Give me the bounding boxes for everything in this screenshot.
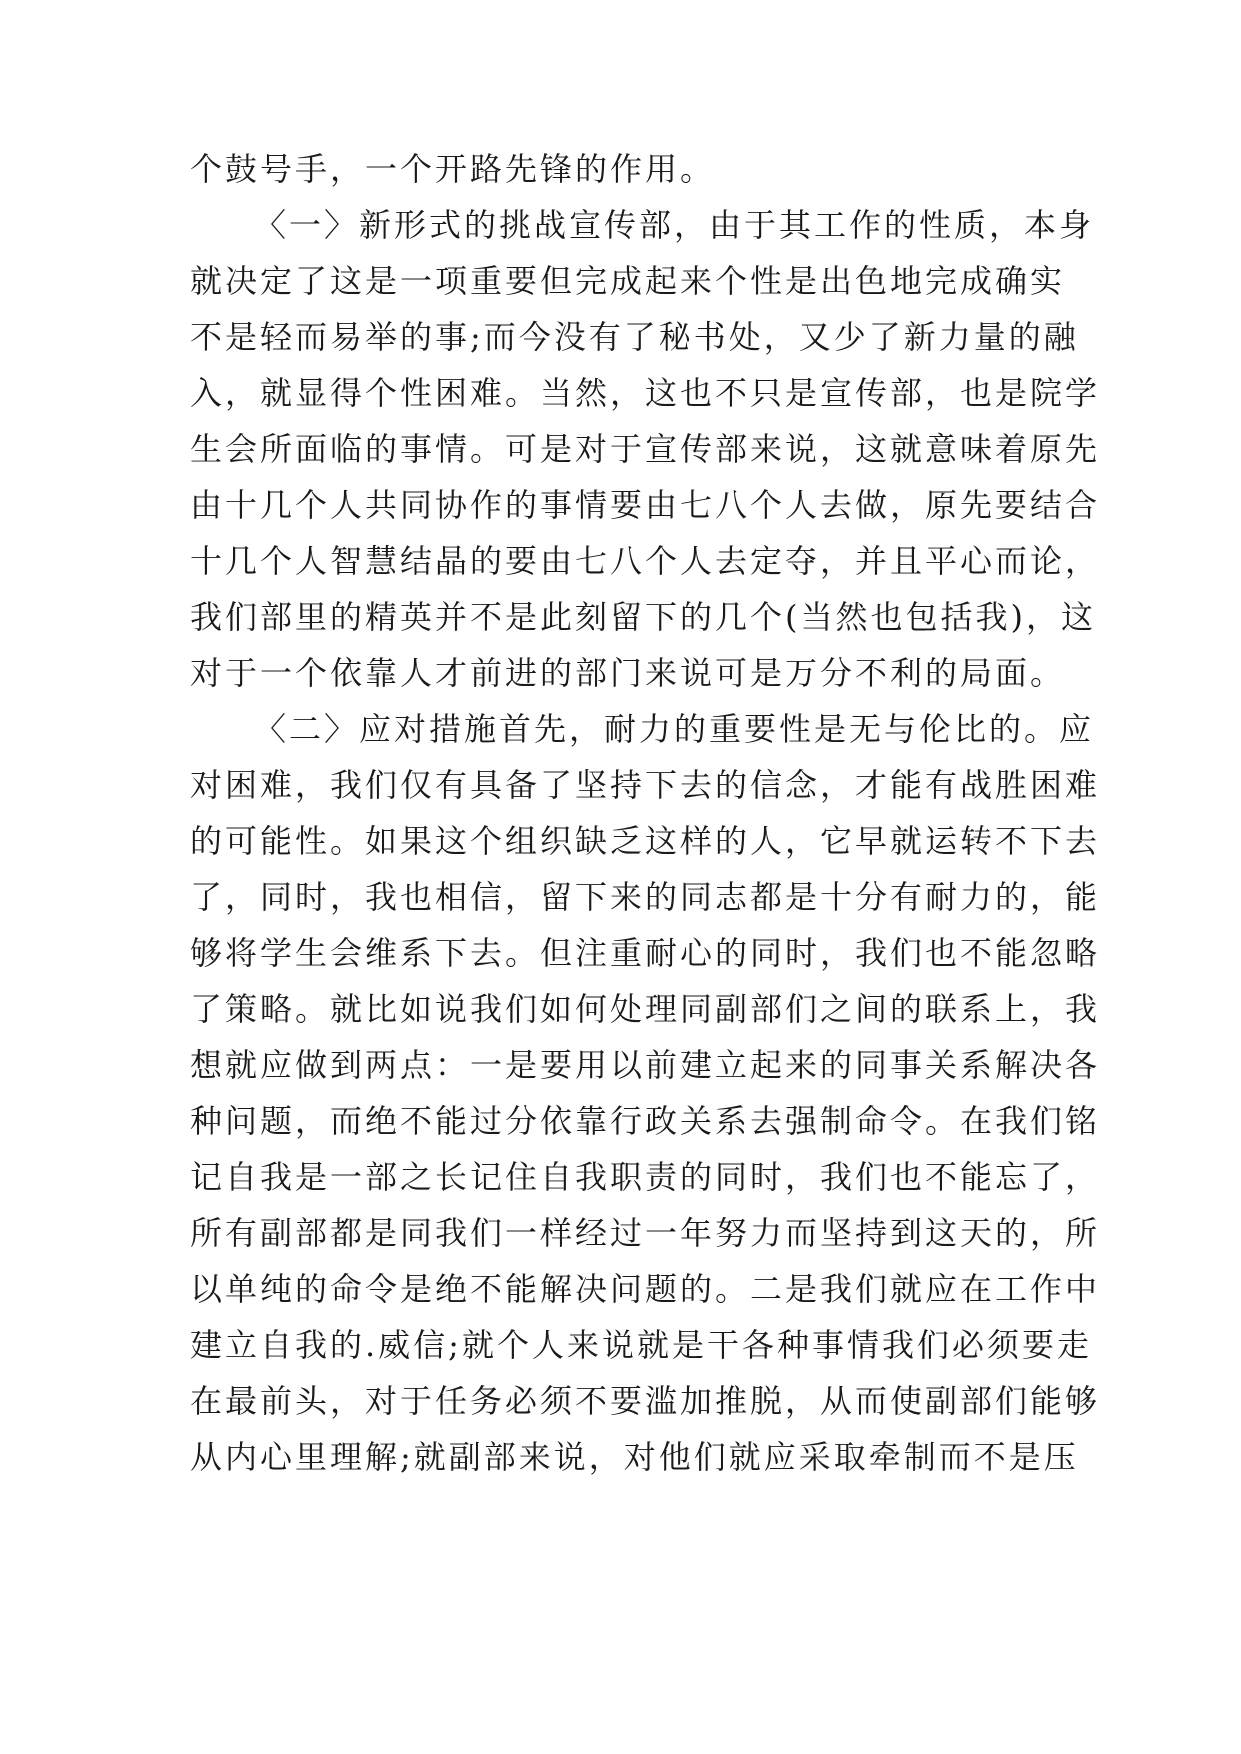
text-line: 够将学生会维系下去。但注重耐心的同时，我们也不能忽略 [190,934,1101,972]
text-line: 个鼓号手，一个开路先锋的作用。 [190,150,716,188]
text-line: 所有副部都是同我们一样经过一年努力而坚持到这天的，所 [190,1214,1101,1252]
text-line: 在最前头，对于任务必须不要滥加推脱，从而使副部们能够 [190,1382,1101,1420]
text-line: 我们部里的精英并不是此刻留下的几个(当然也包括我)，这 [190,598,1096,636]
text-line: 想就应做到两点：一是要用以前建立起来的同事关系解决各 [190,1046,1101,1084]
paragraph-heading-2: 〈二〉应对措施首先，耐力的重要性是无与伦比的。应 [254,710,1095,748]
text-line: 记自我是一部之长记住自我职责的同时，我们也不能忘了， [190,1158,1101,1196]
text-line: 由十几个人共同协作的事情要由七八个人去做，原先要结合 [190,486,1101,524]
text-line: 入，就显得个性困难。当然，这也不只是宣传部，也是院学 [190,374,1101,412]
text-line: 从内心里理解;就副部来说，对他们就应采取牵制而不是压 [190,1438,1079,1476]
text-line: 了，同时，我也相信，留下来的同志都是十分有耐力的，能 [190,878,1101,916]
text-line: 的可能性。如果这个组织缺乏这样的人，它早就运转不下去 [190,822,1101,860]
paragraph-heading-1: 〈一〉新形式的挑战宣传部，由于其工作的性质，本身 [254,206,1095,244]
text-line: 以单纯的命令是绝不能解决问题的。二是我们就应在工作中 [190,1270,1101,1308]
text-line: 建立自我的.威信;就个人来说就是干各种事情我们必须要走 [190,1326,1092,1364]
text-line: 十几个人智慧结晶的要由七八个人去定夺，并且平心而论， [190,542,1101,580]
text-line: 不是轻而易举的事;而今没有了秘书处，又少了新力量的融 [190,318,1079,356]
text-line: 了策略。就比如说我们如何处理同副部们之间的联系上，我 [190,990,1101,1028]
text-line: 对困难，我们仅有具备了坚持下去的信念，才能有战胜困难 [190,766,1101,804]
text-line: 生会所面临的事情。可是对于宣传部来说，这就意味着原先 [190,430,1101,468]
text-line: 对于一个依靠人才前进的部门来说可是万分不利的局面。 [190,654,1066,692]
text-line: 种问题，而绝不能过分依靠行政关系去强制命令。在我们铭 [190,1102,1101,1140]
text-line: 就决定了这是一项重要但完成起来个性是出色地完成确实 [190,262,1066,300]
